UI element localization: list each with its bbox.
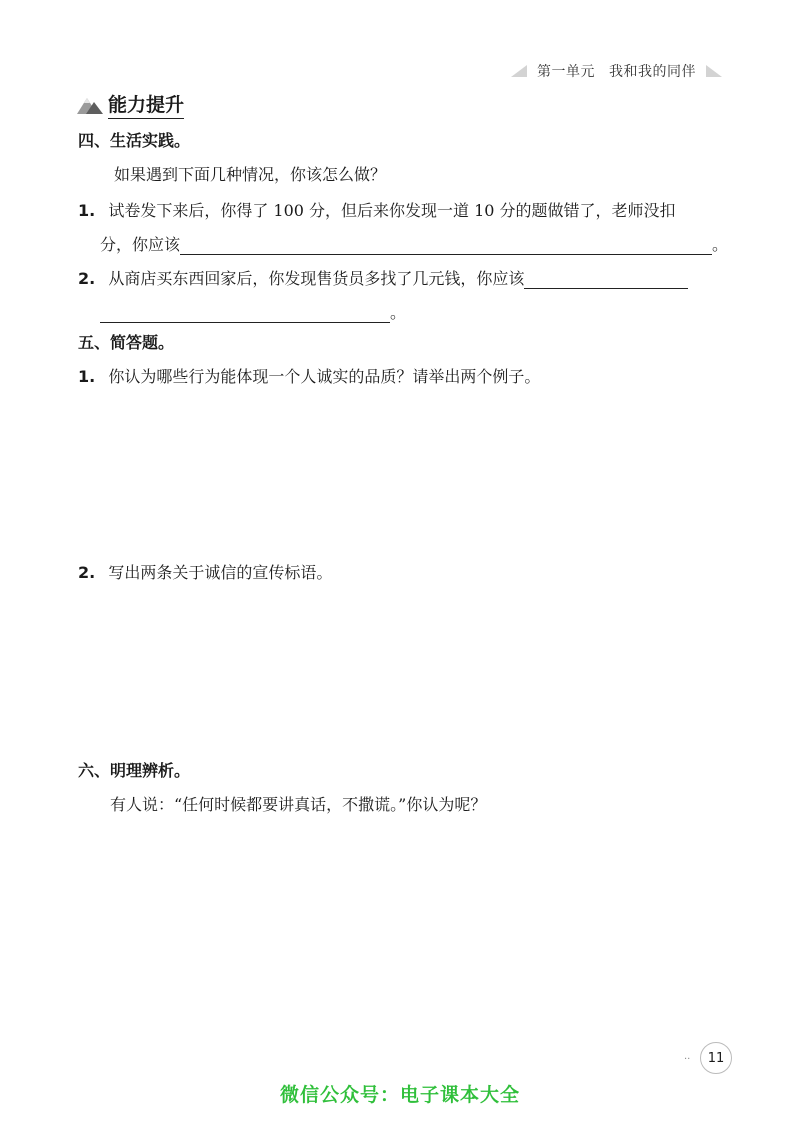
unit-title: 我和我的同伴 [609, 64, 696, 80]
mountain-icon [76, 93, 104, 115]
unit-label: 第一单元 [537, 64, 595, 80]
header-left-triangle-icon [511, 65, 527, 77]
question-number: 2. [78, 269, 96, 288]
question-text-cont: 分，你应该 [100, 235, 181, 254]
watermark-text: 微信公众号：电子课本大全 [279, 1084, 520, 1106]
page-number: 11 [700, 1042, 732, 1074]
question-text: 你认为哪些行为能体现一个人诚实的品质？请举出两个例子。 [108, 367, 541, 386]
section-title-text: 能力提升 [108, 90, 184, 119]
part5-question-1 [78, 364, 540, 387]
answer-blank[interactable] [180, 238, 712, 255]
answer-area[interactable] [78, 822, 724, 1022]
part6-heading: 六、明理辨析。 [78, 761, 191, 780]
part4-question-1-answer-line [100, 232, 728, 255]
period: 。 [390, 303, 407, 322]
part4-intro: 如果遇到下面几种情况，你该怎么做？ [114, 165, 387, 184]
page-number-badge [684, 1040, 736, 1074]
part4-question-2-answer-line [100, 300, 406, 323]
part4-question-2 [78, 266, 688, 289]
part6-question-text: 有人说：“任何时候都要讲真话，不撒谎。”你认为呢？ [110, 795, 487, 814]
part4-heading: 四、生活实践。 [78, 131, 191, 150]
question-text: 写出两条关于诚信的宣传标语。 [108, 563, 333, 582]
question-number: 1. [78, 201, 96, 220]
question-number: 1. [78, 367, 96, 386]
question-text: 试卷发下来后，你得了 100 分，但后来你发现一道 10 分的题做错了，老师没扣 [108, 201, 676, 220]
running-header [511, 60, 722, 82]
section-title [76, 90, 184, 118]
part5-heading: 五、简答题。 [78, 333, 175, 352]
part4-question-1 [78, 198, 676, 221]
question-number: 2. [78, 563, 96, 582]
answer-area[interactable] [78, 392, 724, 542]
decorative-dots: ·· [684, 1054, 691, 1065]
answer-area[interactable] [78, 590, 724, 740]
answer-blank[interactable] [100, 306, 390, 323]
period: 。 [712, 235, 729, 254]
part5-question-2 [78, 560, 332, 583]
header-right-triangle-icon [706, 65, 722, 77]
question-text: 从商店买东西回家后，你发现售货员多找了几元钱，你应该 [108, 269, 525, 288]
answer-blank[interactable] [524, 272, 688, 289]
